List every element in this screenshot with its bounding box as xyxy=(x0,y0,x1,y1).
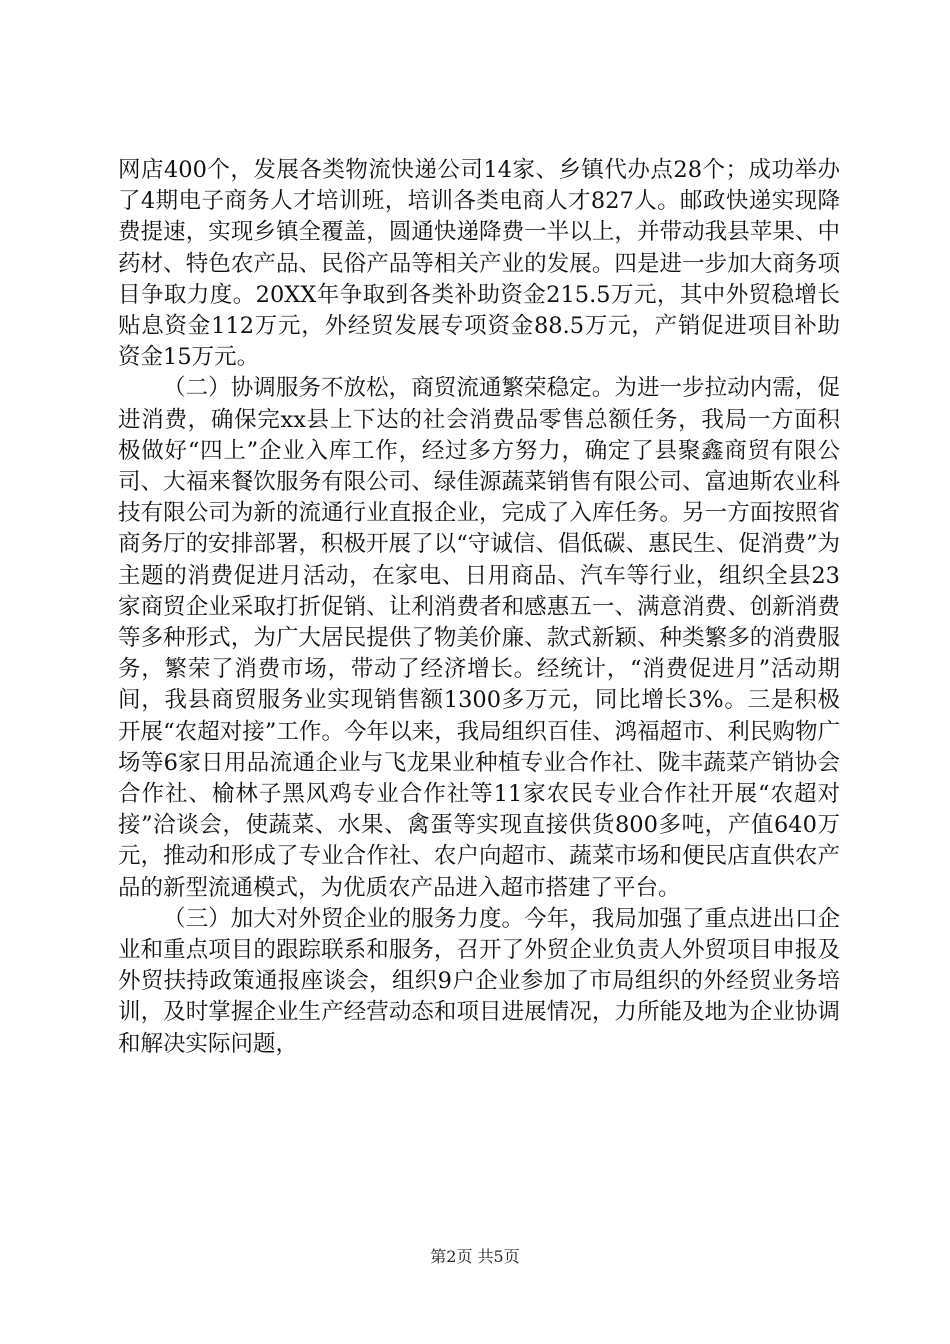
paragraph-2: （二）协调服务不放松，商贸流通繁荣稳定。为进一步拉动内需，促进消费，确保完xx县上下达的社会消费品零售总额任务，我局一方面积极做好“四上”企业入库工作，经过多方努力，确定了县聚鑫商贸有限公司、大福来餐饮服务有限公司、绿佳源蔬菜销售有限公司、富迪斯农业科技有限公司为新的流通行业直报企业，完成了入库任务。另一方面按照省商务厅的安排部署，积极开展了以“守诚信、倡低碳、惠民生、促消费”为主题的消费促进月活动，在家电、日用商品、汽车等行业，组织全县23家商贸企业采取打折促销、让利消费者和感惠五一、满意消费、创新消费等多种形式，为广大居民提供了物美价廉、款式新颖、种类繁多的消费服务，繁荣了消费市场，带动了经济增长。经统计，“消费促进月”活动期间，我县商贸服务业实现销售额1300多万元，同比增长3%。三是积极开展“农超对接”工作。今年以来，我局组织百佳、鸿福超市、利民购物广场等6家日用品流通企业与飞龙果业种植专业合作社、陇丰蔬菜产销协会合作社、榆林子黑风鸡专业合作社等11家农民专业合作社开展“农超对接”洽谈会，使蔬菜、水果、禽蛋等实现直接供货800多吨，产值640万元，推动和形成了专业合作社、农户向超市、蔬菜市场和便民店直供农产品的新型流通模式，为优质农产品进入超市搭建了平台。 xyxy=(118,375,840,901)
document-body xyxy=(118,155,840,1060)
paragraph-3: （三）加大对外贸企业的服务力度。今年，我局加强了重点进出口企业和重点项目的跟踪联系和服务，召开了外贸企业负责人外贸项目申报及外贸扶持政策通报座谈会，组织9户企业参加了市局组织的外经贸业务培训，及时掌握企业生产经营动态和项目进展情况，力所能及地为企业协调和解决实际问题， xyxy=(118,905,840,1057)
page-footer: 第2页 共5页 xyxy=(430,1247,520,1266)
paragraph-1: 网店400个，发展各类物流快递公司14家、乡镇代办点28个；成功举办了4期电子商务人才培训班，培训各类电商人才827人。邮政快递实现降费提速，实现乡镇全覆盖，圆通快递降费一半以上，并带动我县苹果、中药材、特色农产品、民俗产品等相关产业的发展。四是进一步加大商务项目争取力度。20XX年争取到各类补助资金215.5万元，其中外贸稳增长贴息资金112万元，外经贸发展专项资金88.5万元，产销促进项目补助资金15万元。 xyxy=(118,157,840,371)
